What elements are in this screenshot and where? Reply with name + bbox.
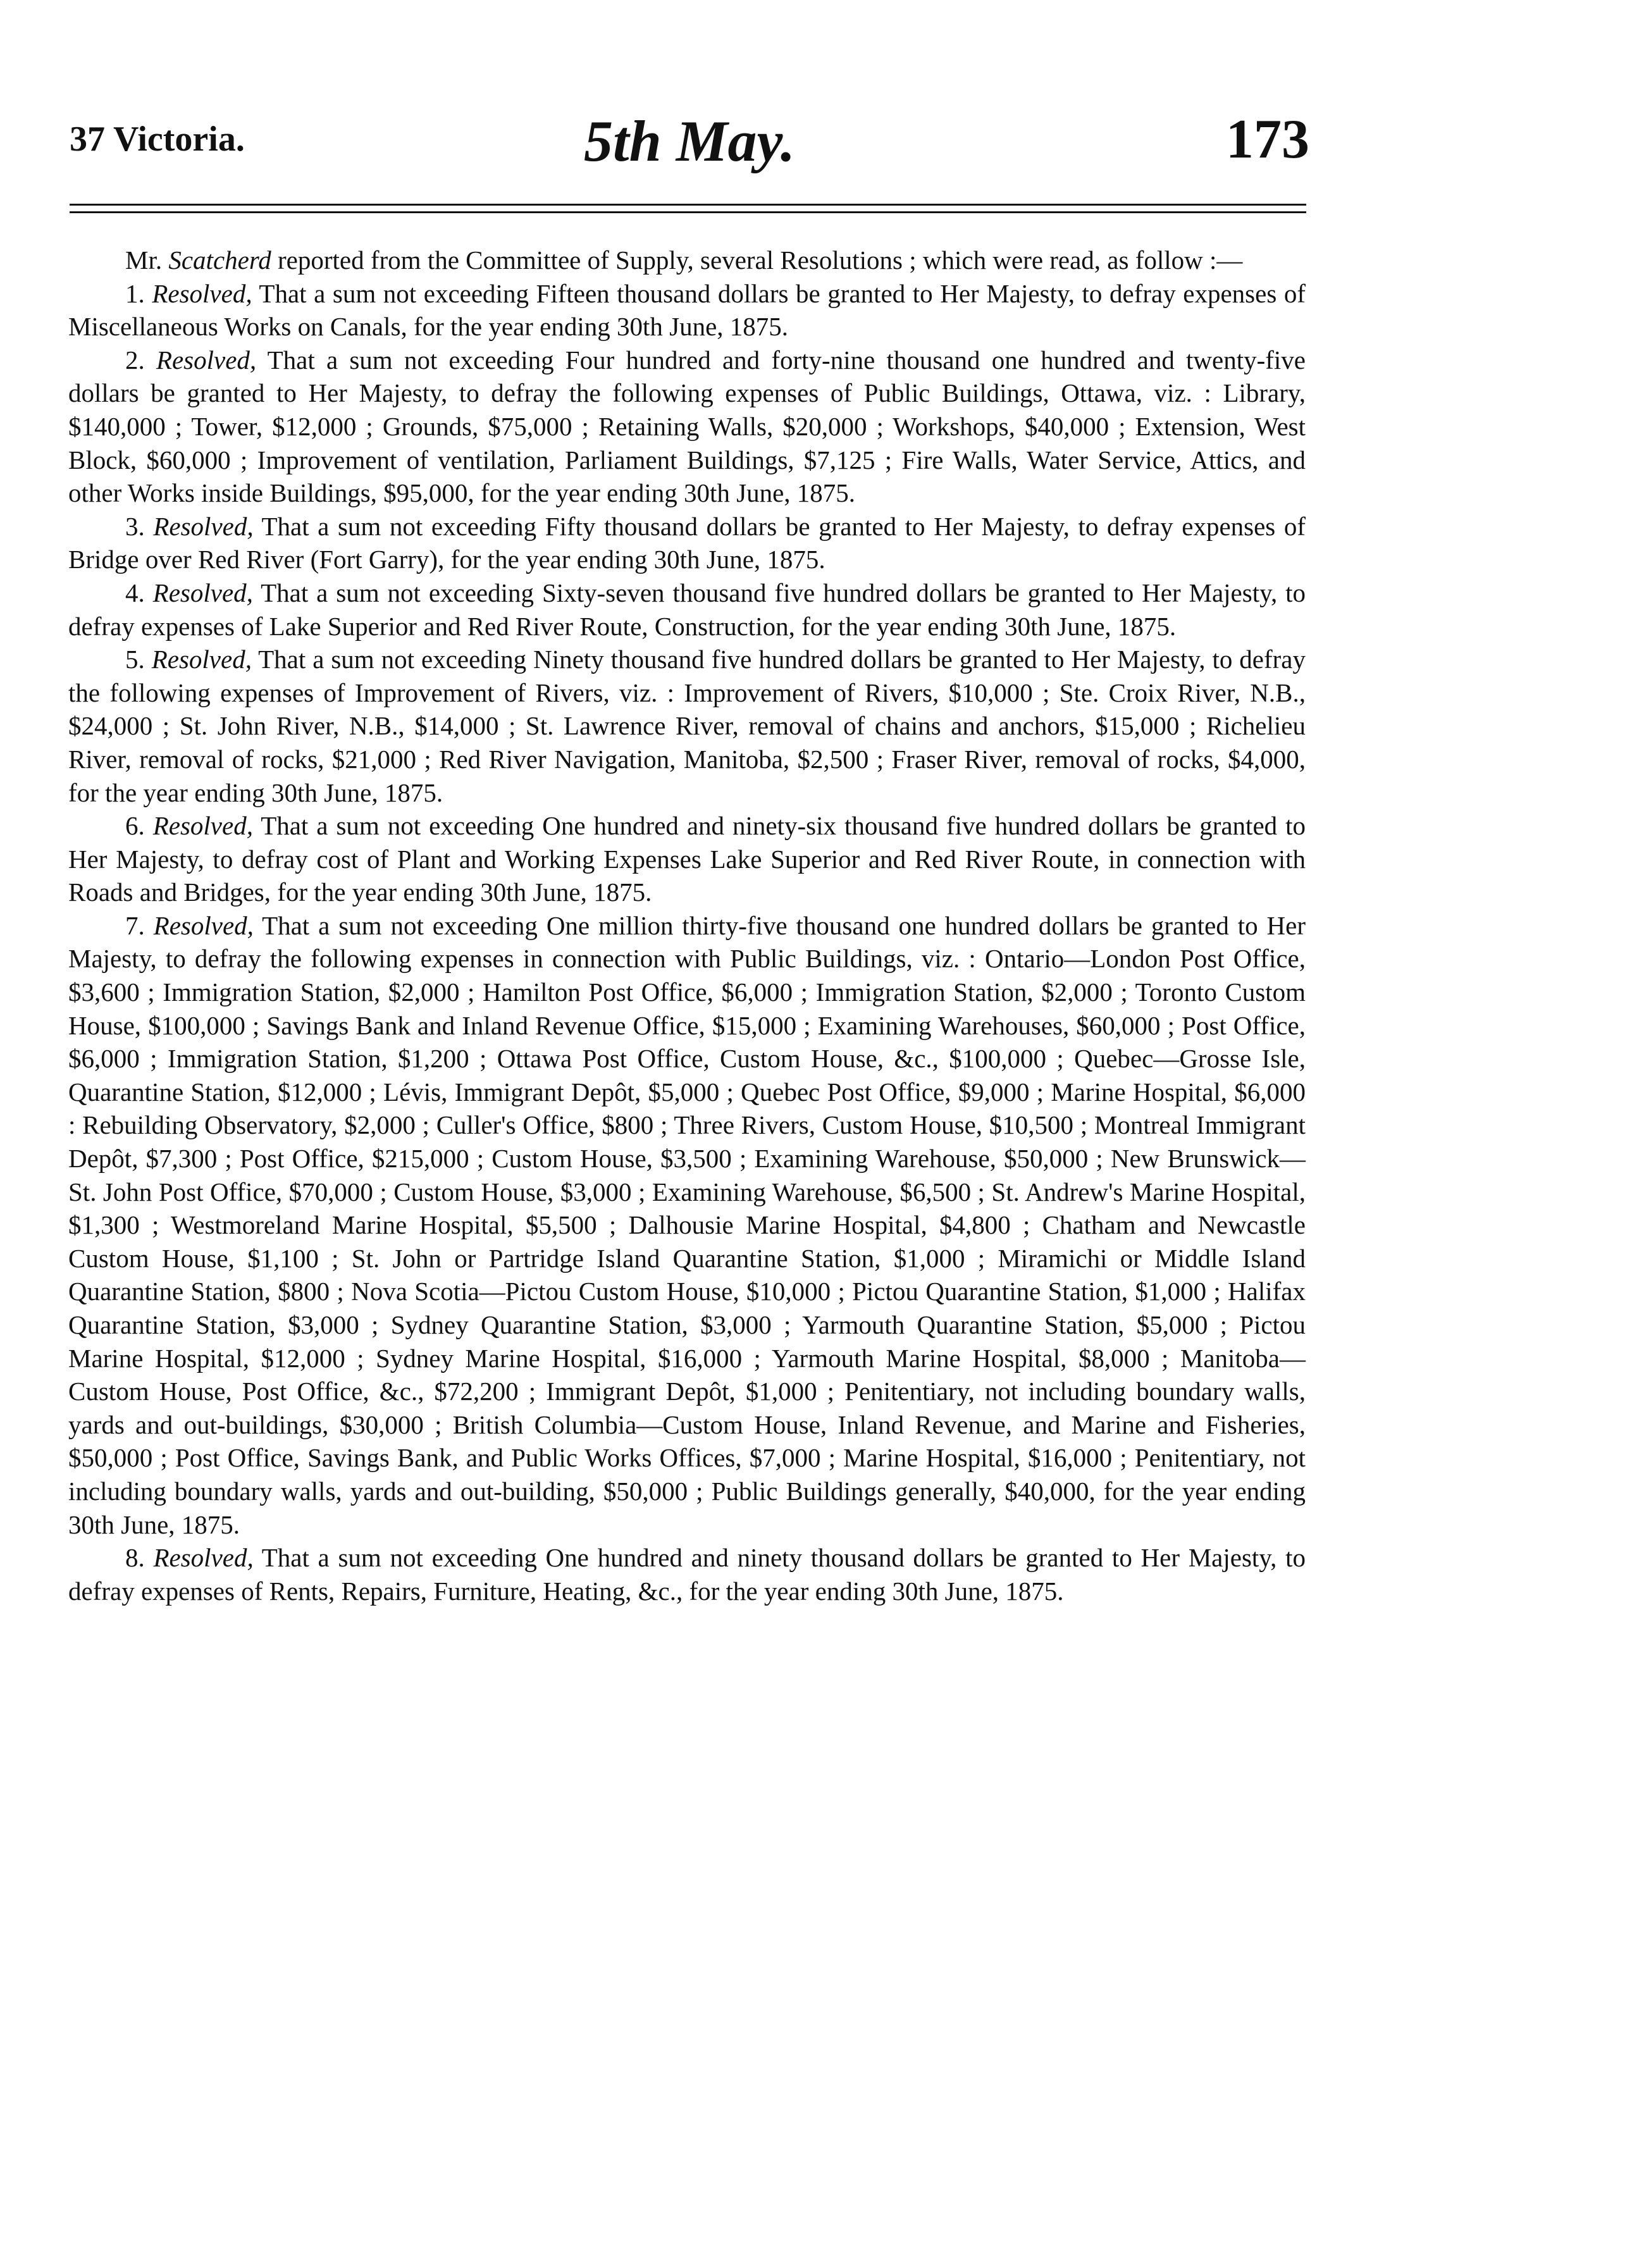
resolution-keyword: Resolved, [151,645,252,674]
resolution-keyword: Resolved, [153,511,254,541]
resolution-number: 7. [125,910,145,940]
resolution-text: That a sum not exceeding Sixty-seven thousand five hundred dollars be granted to Her Majesty, to defray expenses of Lake Superior and Red River Route, Construction, for the year ending 30th June, 1875. [68,578,1306,641]
running-head-date: 5th May. [584,109,795,173]
resolution-paragraph [68,909,1306,1541]
resolution-number: 1. [125,278,145,308]
report-paragraph [68,244,1306,277]
page-number: 173 [1226,109,1309,170]
report-text: reported from the Committee of Supply, several Resolutions ; which were read, as follow :— [278,245,1243,275]
resolution-number: 3. [125,511,145,541]
header-rule-bottom [70,211,1306,213]
resolution-text: That a sum not exceeding Ninety thousand five hundred dollars be granted to Her Majesty, to defray the following expenses of Improvement of Rivers, viz. : Improvement of Rivers, $10,000 ; Ste. Croix River, N.B., $24,000 ; St. John River, N.B., $14,000 ; St. Lawrence River, removal of chains and anchors, $15,000 ; Richelieu River, removal of rocks, $21,000 ; Red River Navigation, Manitoba, $2,500 ; Fraser River, removal of rocks, $4,000, for the year ending 30th June, 1875. [68,645,1306,807]
resolution-paragraph [68,344,1306,510]
resolution-keyword: Resolved, [152,578,253,607]
resolution-paragraph [68,576,1306,643]
journal-body [68,244,1306,1608]
resolution-number: 8. [125,1543,145,1573]
resolution-keyword: Resolved, [153,1543,254,1573]
page-header [70,108,1309,183]
resolution-keyword: Resolved, [152,278,252,308]
resolution-text: That a sum not exceeding One hundred and ninety-six thousand five hundred dollars be granted to Her Majesty, to defray cost of Plant and Working Expenses Lake Superior and Red River Route, in connection with Roads and Bridges, for the year ending 30th June, 1875. [68,811,1306,907]
resolution-paragraph [68,277,1306,344]
resolution-number: 2. [125,345,145,375]
resolution-number: 4. [125,578,145,607]
resolution-text: That a sum not exceeding Fifty thousand dollars be granted to Her Majesty, to defray expenses of Bridge over Red River (Fort Garry), for the year ending 30th June, 1875. [68,511,1306,574]
running-head-regnal-year: 37 Victoria. [70,120,245,159]
resolution-text: That a sum not exceeding One hundred and ninety thousand dollars be granted to Her Majesty, to defray expenses of Rents, Repairs, Furniture, Heating, &c., for the year ending 30th June, 1875. [68,1543,1306,1606]
resolution-keyword: Resolved, [153,910,254,940]
resolution-keyword: Resolved, [152,811,253,841]
resolution-text: That a sum not exceeding Fifteen thousand dollars be granted to Her Majesty, to defray expenses of Miscellaneous Works on Canals, for the year ending 30th June, 1875. [68,278,1306,342]
resolution-text: That a sum not exceeding One million thirty-five thousand one hundred dollars be granted to Her Majesty, to defray the following expenses in connection with Public Buildings, viz. : Ontario—London Post Office, $3,600 ; Immigration Station, $2,000 ; Hamilton Post Office, $6,000 ; Immigration Station, $2,000 ; Toronto Custom House, $100,000 ; Savings Bank and Inland Revenue Office, $15,000 ; Examining Warehouses, $60,000 ; Post Office, $6,000 ; Immigration Station, $1,200 ; Ottawa Post Office, Custom House, &c., $100,000 ; Quebec—Grosse Isle, Quarantine Station, $12,000 ; Lévis, Immigrant Depôt, $5,000 ; Quebec Post Office, $9,000 ; Marine Hospital, $6,000 : Rebuilding Observatory, $2,000 ; Culler's Office, $800 ; Three Rivers, Custom House, $10,500 ; Montreal Immigrant Depôt, $7,300 ; Post Office, $215,000 ; Custom House, $3,500 ; Examining Warehouse, $50,000 ; New Brunswick—St. John Post Office, $70,000 ; Custom House, $3,000 ; Examining Warehouse, $6,500 ; St. Andrew's Marine Hospital, $1,300 ; Westmoreland Marine Hospital, $5,500 ; Dalhousie Marine Hospital, $4,800 ; Chatham and Newcastle Custom House, $1,100 ; St. John or Partridge Island Quarantine Station, $1,000 ; Miramichi or Middle Island Quarantine Station, $800 ; Nova Scotia—Pictou Custom House, $10,000 ; Pictou Quarantine Station, $1,000 ; Halifax Quarantine Station, $3,000 ; Sydney Quarantine Station, $3,000 ; Yarmouth Quarantine Station, $5,000 ; Pictou Marine Hospital, $12,000 ; Sydney Marine Hospital, $16,000 ; Yarmouth Marine Hospital, $8,000 ; Manitoba—Custom House, Post Office, &c., $72,200 ; Immigrant Depôt, $1,000 ; Penitentiary, not including boundary walls, yards and out-buildings, $30,000 ; British Columbia—Custom House, Inland Revenue, and Marine and Fisheries, $50,000 ; Post Office, Savings Bank, and Public Works Offices, $7,000 ; Marine Hospital, $16,000 ; Penitentiary, not including boundary walls, yards and out-building, $50,000 ; Public Buildings generally, $40,000, for the year ending 30th June, 1875. [68,910,1306,1539]
resolution-paragraph [68,809,1306,909]
report-member-name: Scatcherd [168,245,271,275]
resolution-paragraph [68,643,1306,809]
header-rule-top [70,204,1306,206]
resolution-text: That a sum not exceeding Four hundred and forty-nine thousand one hundred and twenty-five dollars be granted to Her Majesty, to defray the following expenses of Public Buildings, Ottawa, viz. : Library, $140,000 ; Tower, $12,000 ; Grounds, $75,000 ; Retaining Walls, $20,000 ; Workshops, $40,000 ; Extension, West Block, $60,000 ; Improvement of ventilation, Parliament Buildings, $7,125 ; Fire Walls, Water Service, Attics, and other Works inside Buildings, $95,000, for the year ending 30th June, 1875. [68,345,1306,508]
resolution-keyword: Resolved, [156,345,257,375]
resolution-paragraph [68,510,1306,576]
resolution-paragraph [68,1541,1306,1608]
resolution-number: 5. [125,645,145,674]
report-honorific: Mr. [125,245,163,275]
resolution-number: 6. [125,811,145,841]
